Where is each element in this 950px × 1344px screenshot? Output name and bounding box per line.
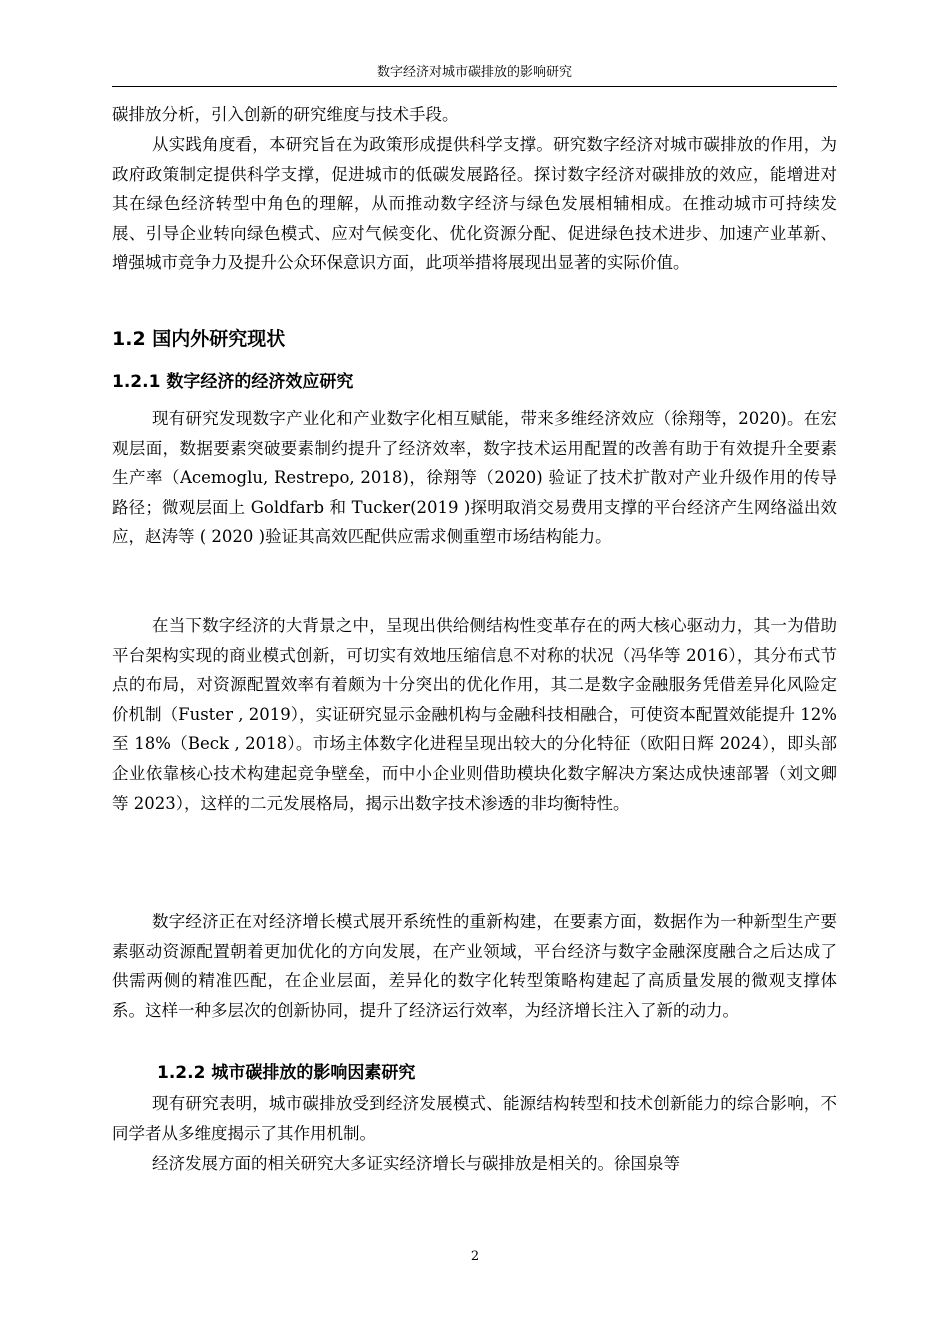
paragraph-continuation: 碳排放分析，引入创新的研究维度与技术手段。 [112, 105, 459, 124]
subsection-heading-1-2-2: 1.2.2 城市碳排放的影响因素研究 [157, 1063, 416, 1083]
paragraph-growth-model: 数字经济正在对经济增长模式展开系统性的重新构建，在要素方面，数据作为一种新型生产要素驱动资源配置朝着更加优化的方向发展，在产业领域，平台经济与数字金融深度融合之后达成了供需两侧的精准匹配，在企业层面，差异化的数字化转型策略构建起了高质量发展的微观支撑体系。这样一种多层次的创新协同，提升了经济运行效率，为经济增长注入了新的动力。 [112, 912, 837, 1020]
header-rule [112, 86, 837, 87]
paragraph-practical-significance: 从实践角度看，本研究旨在为政策形成提供科学支撑。研究数字经济对城市碳排放的作用，为政府政策制定提供科学支撑，促进城市的低碳发展路径。探讨数字经济对碳排放的效应，能增进对其在绿色经济转型中角色的理解，从而推动数字经济与绿色发展相辅相成。在推动城市可持续发展、引导企业转向绿色模式、应对气候变化、优化资源分配、促进绿色技术进步、加速产业革新、增强城市竞争力及提升公众环保意识方面，此项举措将展现出显著的实际价值。 [112, 135, 837, 273]
running-header: 数字经济对城市碳排放的影响研究 [376, 65, 572, 80]
page-body [112, 100, 837, 1179]
paragraph-carbon-factors: 现有研究表明，城市碳排放受到经济发展模式、能源结构转型和技术创新能力的综合影响，不同学者从多维度揭示了其作用机制。 [112, 1094, 837, 1143]
subsection-heading-1-2-1: 1.2.1 数字经济的经济效应研究 [112, 372, 354, 392]
paragraph-economic-development: 经济发展方面的相关研究大多证实经济增长与碳排放是相关的。徐国泉等 [152, 1154, 680, 1173]
paragraph-digital-economy-effects: 现有研究发现数字产业化和产业数字化相互赋能，带来多维经济效应（徐翔等，2020)。在宏观层面，数据要素突破要素制约提升了经济效率，数字技术运用配置的改善有助于有效提升全要素生产率（Acemoglu, Restrepo, 2018)，徐翔等（2020) 验证了技术扩散对产业升级作用的传导路径；微观层面上 Goldfarb 和 Tucker(2019 )探明取消交易费用支撑的平台经济产生网络溢出效应，赵涛等 ( 2020 )验证其高效匹配供应需求侧重塑市场结构能力。 [112, 409, 837, 547]
paragraph-supply-side-drivers: 在当下数字经济的大背景之中，呈现出供给侧结构性变革存在的两大核心驱动力，其一为借助平台架构实现的商业模式创新，可切实有效地压缩信息不对称的状况（冯华等 2016），其分布式节点的布局，对资源配置效率有着颇为十分突出的优化作用，其二是数字金融服务凭借差异化风险定价机制（Fuster , 2019），实证研究显示金融机构与金融科技相融合，可使资本配置效能提升 12%至 18%（Beck , 2018）。市场主体数字化进程呈现出较大的分化特征（欧阳日辉 2024），即头部企业依靠核心技术构建起竞争壁垒，而中小企业则借助模块化数字解决方案达成快速部署（刘文卿等 2023），这样的二元发展格局，揭示出数字技术渗透的非均衡特性。 [112, 616, 837, 813]
page-number: 2 [470, 1249, 480, 1264]
section-heading-1-2: 1.2 国内外研究现状 [112, 328, 286, 350]
